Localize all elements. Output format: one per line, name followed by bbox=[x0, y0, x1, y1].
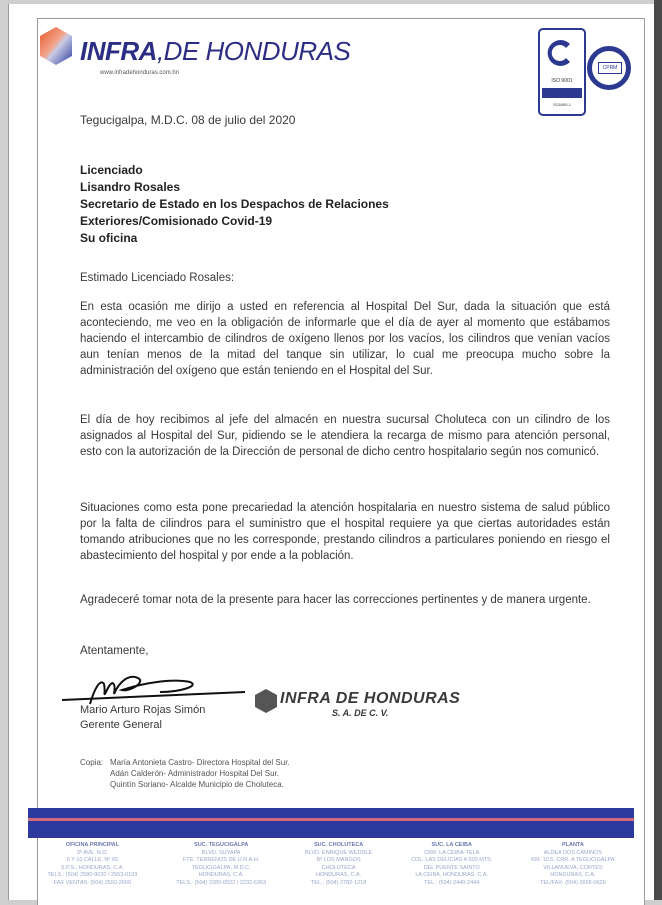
signer-title: Gerente General bbox=[80, 719, 162, 731]
icontec-c-icon bbox=[546, 36, 576, 70]
greeting: Estimado Licenciado Rosales: bbox=[80, 272, 235, 284]
stamp-hexagon-icon bbox=[254, 688, 278, 714]
certification-seal: CPRM bbox=[587, 46, 631, 90]
office-planta: PLANTA ALDEA DOS CAMINOS KM. 10.5, CRR. A TEGUCIGALPA VILLANUEVA, CORTES HONDURAS, C.A. TEL/FAX: (504) 2665-0626 bbox=[531, 842, 615, 886]
company-website: www.infradehonduras.com.hn bbox=[100, 70, 180, 76]
copies-block: Copia: María Antonieta Castro- Directora Hospital del Sur. Adán Calderón- Administrador Hospital Del Sur. Quintín Soriano- Alcalde Municipio de Choluteca. bbox=[80, 758, 290, 789]
office-choluteca: SUC. CHOLUTECA BLVD. ENRIQUE WEDDLE Bº LOS MANGOS CHOLUTECA HONDURAS, C.A. TEL.: (504) 2782-1218 bbox=[305, 842, 373, 886]
footer-offices bbox=[28, 842, 634, 900]
footer-band bbox=[28, 808, 634, 838]
company-name: INFRA,DE HONDURAS bbox=[80, 36, 351, 66]
recipient-block: Licenciado Lisandro Rosales Secretario de Estado en los Despachos de Relaciones Exteriores/Comisionado Covid-19 Su oficina bbox=[80, 163, 389, 245]
office-principal: OFICINA PRINCIPAL 3ª AVE. N.O. 6 Y 10 CALLE, Nº 65 S.P.S., HONDURAS, C.A. TELS.: (504) 2580-9020 / 2553-0103 FAX VENTAS: (504) 2550-2660 bbox=[47, 842, 138, 886]
company-logo bbox=[38, 26, 351, 76]
paragraph-1: En esta ocasión me dirijo a usted en referencia al Hospital Del Sur, dada la situación que está aconteciendo, me veo en la obligación de informarle que el día de ayer al momento que estábamos haciendo el intercambio de cilindros de oxígeno llenos por los vacíos, los cilindros que venían vacíos aun tenían menos de la mitad del tanque sin utilizar, lo cual me preocupa mucho sobre la administración del oxígeno que están teniendo en el Hospital del Sur. bbox=[80, 301, 610, 377]
company-stamp: INFRA DE HONDURAS S. A. DE C. V. bbox=[254, 688, 474, 728]
letter-date: Tegucigalpa, M.D.C. 08 de julio del 2020 bbox=[80, 113, 296, 127]
hexagon-logo-icon bbox=[38, 26, 74, 66]
footer-stripe bbox=[28, 818, 634, 821]
iso-certification-badge: ISO 9001 SC6050-1 bbox=[538, 28, 586, 116]
paragraph-2: El día de hoy recibimos al jefe del almacén en nuestra sucursal Choluteca con un cilindro de los asignados al Hospital del Sur, pidiendo se le atendiera la recarga de mismo para atención personal, esto con la autorización de la Dirección de personal de dicho centro hospitalario según nos comunicó. bbox=[80, 414, 610, 458]
office-tegucigalpa: SUC. TEGUCIGALPA BLVD. SUYAPA FTE. TERRENOS DE U.N.A.H. TEGUCIGALPA, M.D.C. HONDURAS, C.A. TELS.: (504) 2280-0022 / 2232-6363 bbox=[176, 842, 267, 886]
signer-name: Mario Arturo Rojas Simón bbox=[80, 704, 206, 716]
viewer-edge bbox=[654, 0, 662, 900]
office-la-ceiba: SUC. LA CEIBA CRR. LA CEIBA-TELA COL. LAS DELICIAS A 500 MTS. DEL PUENTE SAINTO LA CEIBA, HONDURAS, C.A. TEL.: (504) 2440-2444 bbox=[411, 842, 493, 886]
closing: Atentamente, bbox=[80, 645, 149, 657]
paragraph-3: Situaciones como esta pone precariedad la atención hospitalaria en nuestro sistema de salud público por la falta de cilindros para el suministro que el hospital requiere ya que ciertas autoridades están tomando atribuciones que no les corresponde, prestando cilindros a particulares poniendo en riesgo el abastecimiento del hospital y por ende a la población. bbox=[80, 502, 610, 562]
cert-band bbox=[542, 88, 582, 98]
paragraph-4: Agradeceré tomar nota de la presente para hacer las correcciones pertinentes y de manera urgente. bbox=[80, 594, 591, 606]
signer-block bbox=[80, 703, 205, 733]
